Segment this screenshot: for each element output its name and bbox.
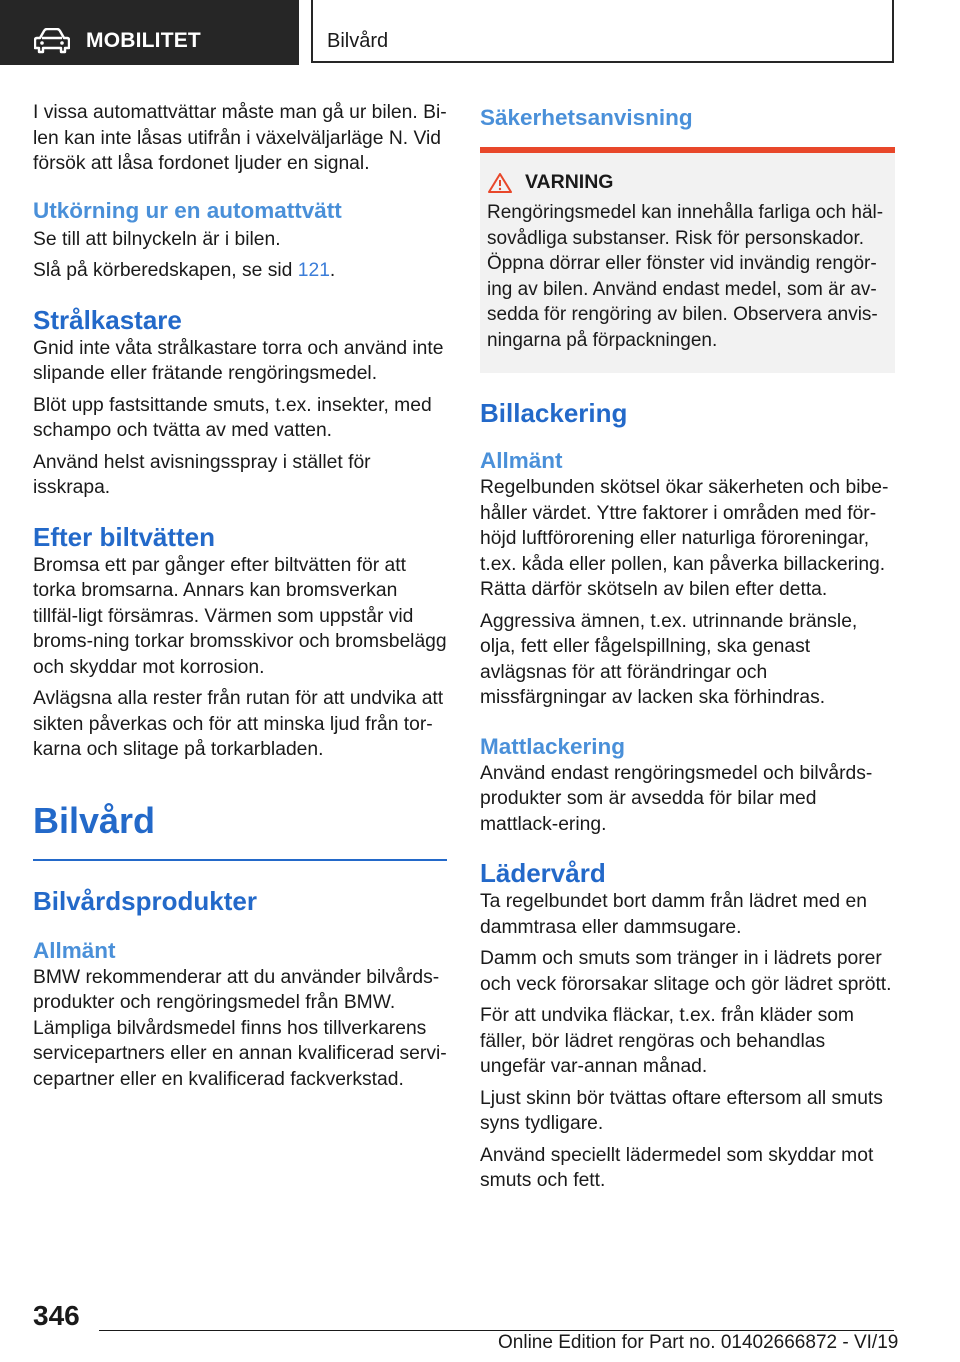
- warning-label: VARNING: [525, 171, 614, 193]
- right-column: [480, 100, 895, 1194]
- section-label: MOBILITET: [86, 29, 201, 52]
- stralkastare-text-2: Blöt upp fastsittande smuts, t.ex. insekter, med schampo och tvätta av med vatten.: [33, 394, 432, 441]
- left-column: [33, 100, 447, 1092]
- chapter-divider: [33, 859, 447, 861]
- ladervard-text-2: Damm och smuts som tränger in i lädrets porer och veck förorsakar slitage och gör lädret sprött.: [480, 948, 892, 995]
- billackering-text-1: Regelbunden skötsel ökar säkerheten och bibe-håller värdet. Yttre faktorer i områden med för-höjd luftförorening eller naturliga föroreningar, t.ex. kåda eller pollen, kan påverka billackering. Rätta därför skötseln av bilen efter detta.: [480, 477, 889, 600]
- warning-triangle-icon: [487, 172, 513, 194]
- ladervard-text-3: För att undvika fläckar, t.ex. från kläder som fäller, bör lädret rengöras och behandlas ungefär var-annan månad.: [480, 1005, 854, 1077]
- page-number: 346: [33, 1300, 80, 1331]
- mattlackering-heading: Mattlackering: [480, 733, 626, 759]
- efter-text-1: Bromsa ett par gånger efter biltvätten för att torka bromsarna. Annars kan bromsverkan tillfäl-ligt försämras. Värmen som uppstår vid broms-ning torkar bromsskivor och bromsbelägg och skyddar mot korrosion.: [33, 554, 447, 678]
- intro-paragraph: I vissa automattvättar måste man gå ur bilen. Bi-len kan inte låsas utifrån i växelväljarläge N. Vid försök att låsa fordonet ljuder en signal.: [33, 102, 447, 174]
- footer-divider: [99, 1330, 894, 1331]
- efter-biltvatten-heading: Efter biltvätten: [33, 521, 216, 552]
- stralkastare-heading: Strålkastare: [33, 304, 182, 335]
- billackering-allmant-heading: Allmänt: [480, 448, 563, 473]
- chapter-tab: [311, 0, 894, 63]
- stralkastare-text-1: Gnid inte våta strålkastare torra och använd inte slipande eller frätande rengöringsmedel.: [33, 337, 444, 384]
- produkter-text-1: BMW rekommenderar att du använder bilvårds-produkter och rengöringsmedel från BMW. Lämpliga bilvårdsmedel finns hos tillverkarens servicepartners eller en annan kvalificerad servi-cepartner eller en kvalificerad fackverkstad.: [33, 966, 447, 1090]
- ladervard-heading: Lädervård: [480, 858, 606, 888]
- utkorning-heading: Utkörning ur en automattvätt: [33, 197, 342, 223]
- efter-text-2: Avlägsna alla rester från rutan för att undvika att sikten påverkas och för att minska ljud från tor-karna och slitage på torkarbladen.: [33, 688, 444, 760]
- section-tab: [0, 0, 299, 65]
- billackering-heading: Billackering: [480, 398, 628, 428]
- mattlackering-text: Använd endast rengöringsmedel och bilvårds-produkter som är avsedda för bilar med mattlack-ering.: [480, 762, 873, 835]
- ladervard-text-4: Ljust skinn bör tvättas oftare eftersom all smuts syns tydligare.: [480, 1087, 883, 1134]
- chapter-label: Bilvård: [327, 30, 389, 52]
- stralkastare-text-3: Använd helst avisningsspray i stället för isskrapa.: [33, 451, 371, 498]
- car-icon: [34, 28, 70, 54]
- utkorning-text-1: Se till att bilnyckeln är i bilen.: [33, 228, 281, 250]
- utkorning-text-2-before: Slå på körberedskapen, se sid: [33, 260, 298, 281]
- ladervard-text-5: Använd speciellt lädermedel som skyddar mot smuts och fett.: [480, 1144, 874, 1191]
- edition-text: Online Edition for Part no. 01402666872 - VI/19: [498, 1332, 899, 1353]
- warning-text: Rengöringsmedel kan innehålla farliga och häl-sovådliga substanser. Risk för personskador. Öppna dörrar eller fönster vid invändig rengör-ing av bilen. Använd endast medel, som är av-sedda för rengöring av bilen. Observera anvis-ningarna på förpackningen.: [487, 202, 884, 351]
- warning-box: [480, 153, 895, 373]
- chapter-title: Bilvård: [33, 799, 156, 841]
- sakerhetsanvisning-heading: Säkerhetsanvisning: [480, 105, 693, 130]
- produkter-allmant-heading: Allmänt: [33, 937, 116, 963]
- ladervard-text-1: Ta regelbundet bort damm från lädret med en dammtrasa eller dammsugare.: [480, 891, 867, 938]
- warning-title: [487, 171, 888, 194]
- utkorning-text-2-after: .: [329, 260, 336, 281]
- bilvardsprodukter-heading: Bilvårdsprodukter: [33, 885, 257, 916]
- utkorning-text-2: [33, 258, 447, 284]
- billackering-text-2: Aggressiva ämnen, t.ex. utrinnande bränsle, olja, fett eller fågelspillning, ska genast avlägsnas för att förändringar och missfärgningar av lacken ska förhindras.: [480, 610, 858, 708]
- page-link-121[interactable]: 121: [297, 260, 330, 281]
